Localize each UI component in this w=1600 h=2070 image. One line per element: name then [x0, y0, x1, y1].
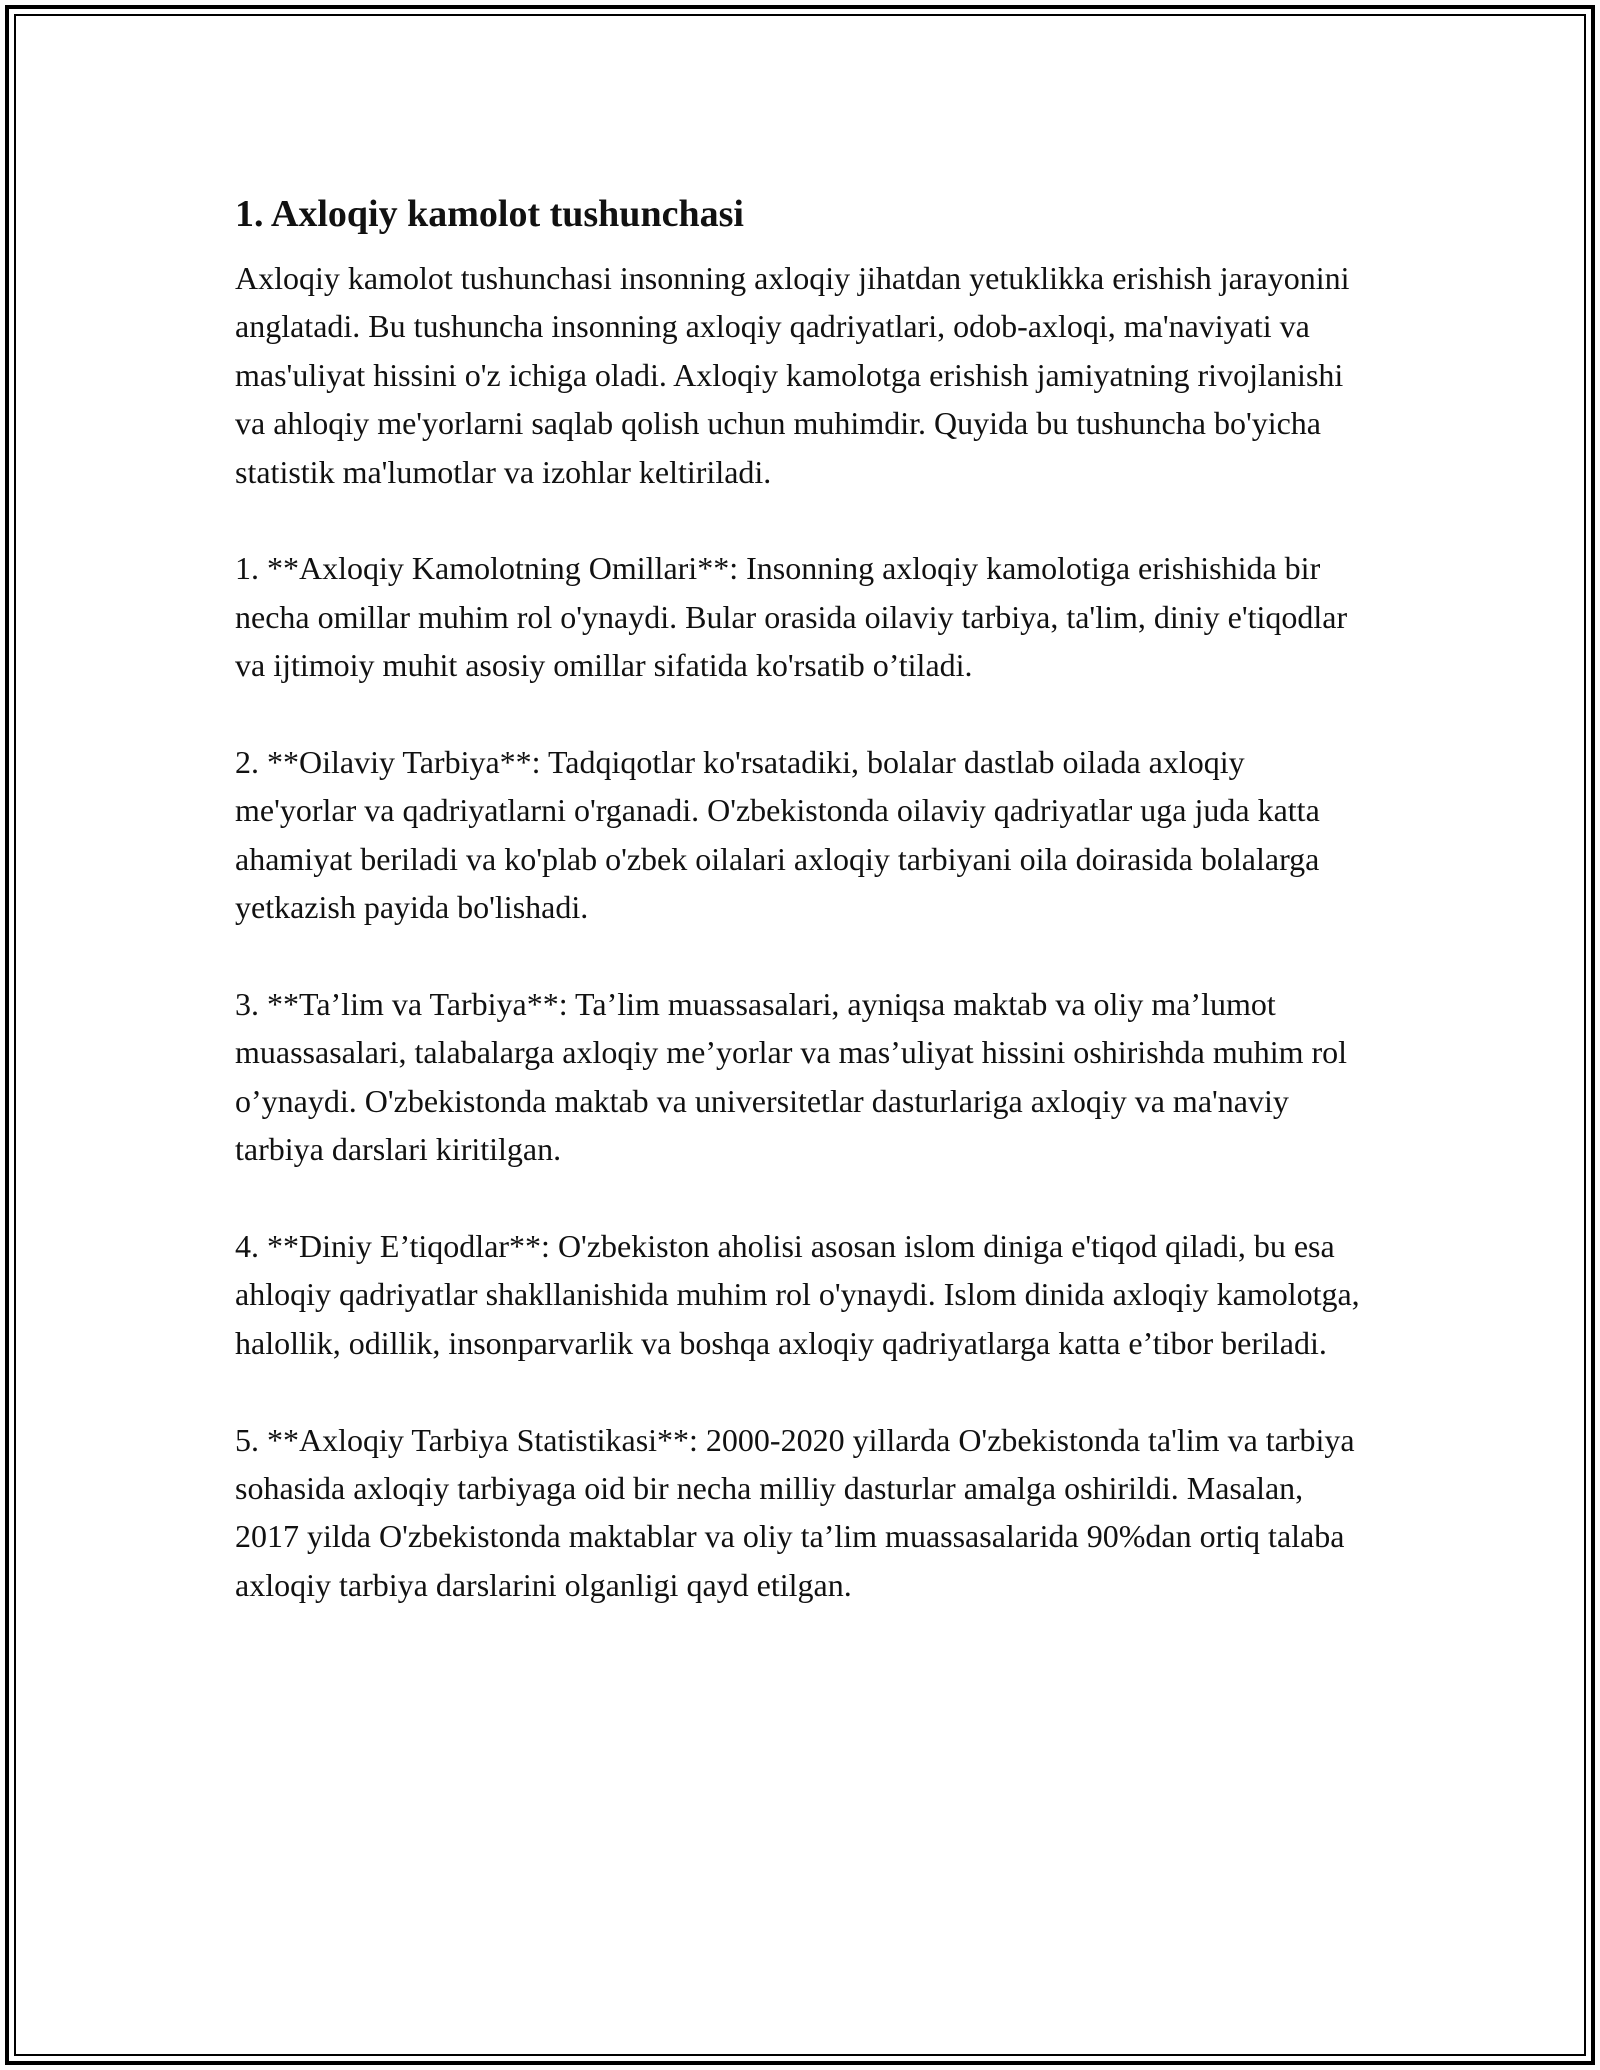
paragraph-family-upbringing: 2. **Oilaviy Tarbiya**: Tadqiqotlar ko'rsatadiki, bolalar dastlab oilada axloqiy me'yorlar va qadriyatlarni o'rganadi. O'zbekistonda oilaviy qadriyatlar uga juda katta ahamiyat beriladi va ko'plab o'zbek oilalari axloqiy tarbiyani oila doirasida bolalarga yetkazish payida bo'lishadi. [235, 744, 1320, 926]
paragraph-factors: 1. **Axloqiy Kamolotning Omillari**: Insonning axloqiy kamolotiga erishishida bir necha omillar muhim rol o'ynaydi. Bular orasida oilaviy tarbiya, ta'lim, diniy e'tiqodlar va ijtimoiy muhit asosiy omillar sifatida ko'rsatib o’tiladi. [235, 550, 1348, 684]
document-body [235, 188, 1370, 1609]
intro-paragraph: Axloqiy kamolot tushunchasi insonning axloqiy jihatdan yetuklikka erishish jarayonini anglatadi. Bu tushuncha insonning axloqiy qadriyatlari, odob-axloqi, ma'naviyati va mas'uliyat hissini o'z ichiga oladi. Axloqiy kamolotga erishish jamiyatning rivojlanishi va ahloqiy me'yorlarni saqlab qolish uchun muhimdir. Quyida bu tushuncha bo'yicha statistik ma'lumotlar va izohlar keltiriladi. [235, 260, 1350, 490]
paragraph-statistics: 5. **Axloqiy Tarbiya Statistikasi**: 2000-2020 yillarda O'zbekistonda ta'lim va tarbiya sohasida axloqiy tarbiyaga oid bir necha milliy dasturlar amalga oshirildi. Masalan, 2017 yilda O'zbekistonda maktablar va oliy ta’lim muassasalarida 90%dan ortiq talaba axloqiy tarbiya darslarini olganligi qayd etilgan. [235, 1421, 1355, 1603]
paragraph-education: 3. **Ta’lim va Tarbiya**: Ta’lim muassasalari, ayniqsa maktab va oliy ma’lumot muassasalari, talabalarga axloqiy me’yorlar va mas’uliyat hissini oshirishda muhim rol o’ynaydi. O'zbekistonda maktab va universitetlar dasturlariga axloqiy va ma'naviy tarbiya darslari kiritilgan. [235, 986, 1348, 1168]
paragraph-religious-beliefs: 4. **Diniy E’tiqodlar**: O'zbekiston aholisi asosan islom diniga e'tiqod qiladi, bu esa ahloqiy qadriyatlar shakllanishida muhim rol o'ynaydi. Islom dinida axloqiy kamolotga, halollik, odillik, insonparvarlik va boshqa axloqiy qadriyatlarga katta e’tibor beriladi. [235, 1228, 1360, 1361]
section-title: 1. Axloqiy kamolot tushunchasi [235, 193, 744, 235]
